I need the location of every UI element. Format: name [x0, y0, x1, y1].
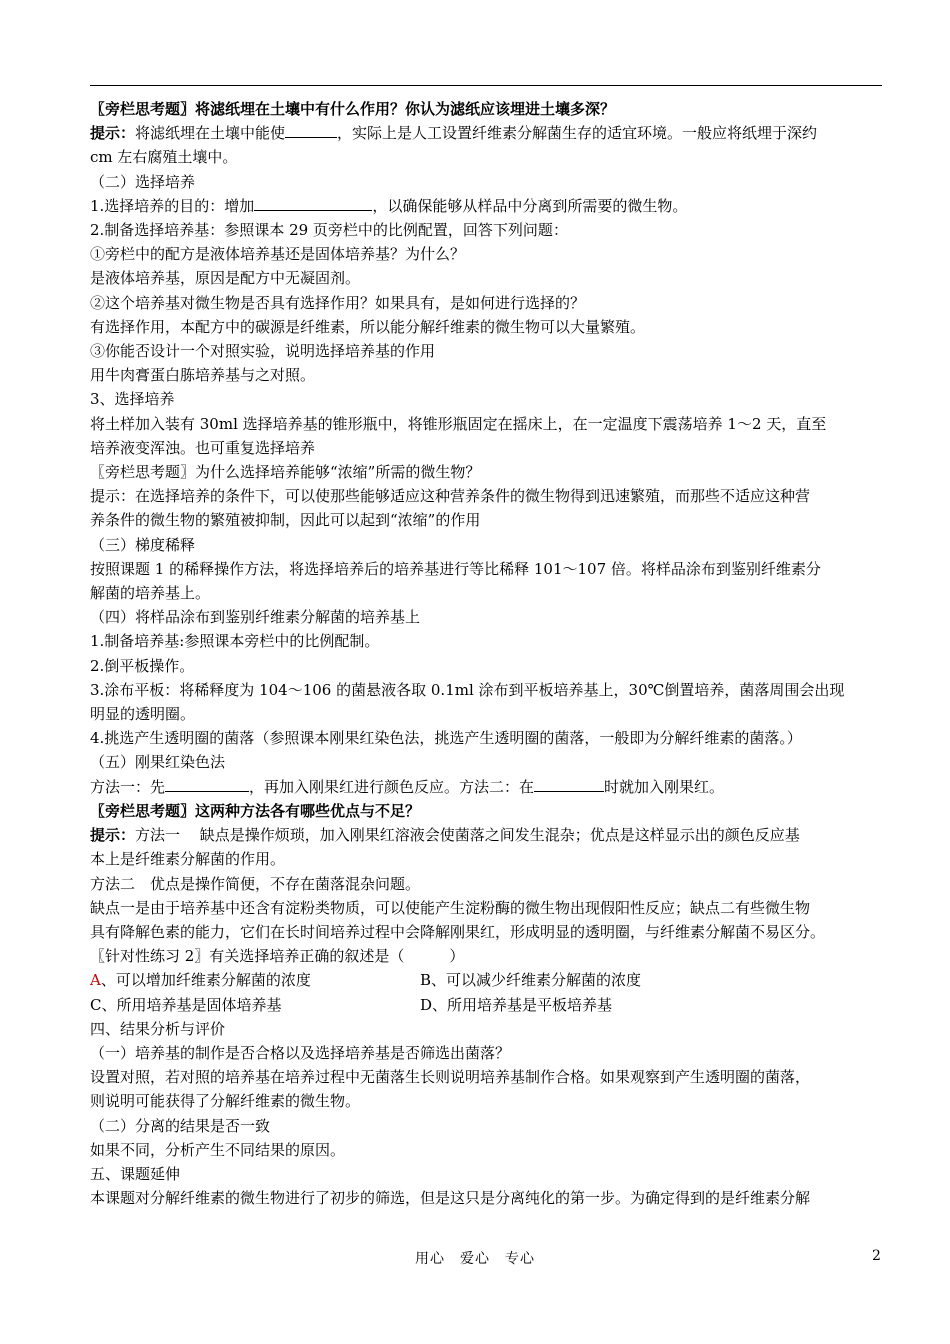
text-line — [90, 775, 890, 799]
text-line: （四）将样品涂布到鉴别纤维素分解菌的培养基上 — [90, 608, 421, 627]
text-line: cm 左右腐殖土壤中。 — [90, 148, 238, 167]
option-right — [420, 968, 750, 992]
text-line: 将土样加入装有 30ml 选择培养基的锥形瓶中，将锥形瓶固定在摇床上，在一定温度下震荡培养 1～2 天，直至 — [90, 414, 827, 433]
sidebar-question-label: 〖旁栏思考题〗 — [90, 801, 196, 820]
answer-options-row — [90, 968, 890, 992]
text-segment: ，以确保能够从样品中分离到所需要的微生物。 — [372, 196, 688, 215]
text-line: 解菌的培养基上。 — [90, 584, 211, 603]
text-line: 则说明可能获得了分解纤维素的微生物。 — [90, 1092, 361, 1111]
sidebar-question — [90, 799, 890, 823]
sidebar-question-label: 〖旁栏思考题〗 — [90, 100, 196, 118]
text-line: （二）选择培养 — [90, 172, 196, 191]
text-line: 养条件的微生物的繁殖被抑制，因此可以起到“浓缩”的作用 — [90, 511, 481, 530]
text-line: 四、结果分析与评价 — [90, 1019, 226, 1038]
text-segment: 1.选择培养的目的：增加 — [90, 196, 255, 215]
text-segment: ，实际上是人工设置纤维素分解菌生存的适宜环境。一般应将纸埋于深约 — [337, 124, 818, 143]
text-line: 设置对照，若对照的培养基在培养过程中无菌落生长则说明培养基制作合格。如果观察到产生透明圈的菌落， — [90, 1068, 811, 1087]
text-line: 2.倒平板操作。 — [90, 656, 195, 675]
text-line: ①旁栏中的配方是液体培养基还是固体培养基？为什么？ — [90, 245, 466, 264]
text-line: 1.制备培养基:参照课本旁栏中的比例配制。 — [90, 632, 380, 651]
text-line: 培养液变浑浊。也可重复选择培养 — [90, 438, 316, 457]
text-line: 按照课题 1 的稀释操作方法，将选择培养后的培养基进行等比稀释 101～107 倍。将样品涂布到鉴别纤维素分 — [90, 559, 821, 578]
hint-label: 提示： — [90, 124, 136, 143]
page-number: 2 — [872, 1248, 881, 1264]
header-rule — [90, 85, 882, 86]
text-line: 2.制备选择培养基：参照课本 29 页旁栏中的比例配置，回答下列问题： — [90, 221, 568, 240]
text-line: ②这个培养基对微生物是否具有选择作用？如果具有，是如何进行选择的？ — [90, 293, 586, 312]
footer-motto: 用心 爱心 专心 — [415, 1251, 535, 1267]
text-line: 有选择作用，本配方中的碳源是纤维素，所以能分解纤维素的微生物可以大量繁殖。 — [90, 317, 646, 336]
text-line: 方法二 优点是操作简便，不存在菌落混杂问题。 — [90, 874, 421, 893]
option-text: B、可以减少纤维素分解菌的浓度 — [420, 971, 642, 990]
text-line: 本课题对分解纤维素的微生物进行了初步的筛选，但是这只是分离纯化的第一步。为确定得到的是纤维素分解 — [90, 1189, 811, 1208]
hint-line — [90, 121, 890, 145]
text-line: 3.涂布平板：将稀释度为 104～106 的菌悬液各取 0.1ml 涂布到平板培养基上，30℃倒置培养，菌落周围会出现 — [90, 680, 845, 699]
text-line: （五）刚果红染色法 — [90, 753, 226, 772]
text-line: 缺点一是由于培养基中还含有淀粉类物质，可以使能产生淀粉酶的微生物出现假阳性反应；缺点二有些微生物 — [90, 898, 811, 917]
text-line: （一）培养基的制作是否合格以及选择培养基是否筛选出菌落？ — [90, 1043, 511, 1062]
option-left — [90, 993, 420, 1017]
fill-in-blank — [285, 122, 337, 138]
option-right — [420, 993, 750, 1017]
option-letter-marked: A — [90, 971, 101, 990]
text-line: （二）分离的结果是否一致 — [90, 1116, 271, 1135]
text-line: 3、选择培养 — [90, 390, 175, 409]
text-line: 五、课题延伸 — [90, 1164, 181, 1183]
fill-in-blank — [534, 776, 604, 792]
fill-in-blank — [254, 195, 372, 211]
text-line: 具有降解色素的能力，它们在长时间培养过程中会降解刚果红，形成明显的透明圈，与纤维素分解菌不易区分。 — [90, 922, 826, 941]
text-line — [90, 194, 890, 218]
option-text: 、可以增加纤维素分解菌的浓度 — [100, 971, 311, 990]
option-left — [90, 968, 420, 992]
text-line: 〖旁栏思考题〗为什么选择培养能够“浓缩”所需的微生物？ — [90, 463, 481, 482]
document-body — [90, 97, 890, 1210]
option-text: C、所用培养基是固体培养基 — [90, 995, 282, 1014]
text-segment: 方法一：先 — [90, 777, 166, 796]
text-segment: ，再加入刚果红进行颜色反应。方法二：在 — [249, 777, 535, 796]
hint-line — [90, 823, 890, 847]
text-line: 〖针对性练习 2〗有关选择培养正确的叙述是（ ） — [90, 947, 465, 966]
hint-text: 方法一 缺点是操作烦琐，加入刚果红溶液会使菌落之间发生混杂；优点是这样显示出的颜色反应基 — [135, 826, 800, 845]
text-line: 提示：在选择培养的条件下，可以使那些能够适应这种营养条件的微生物得到迅速繁殖，而那些不适应这种营 — [90, 487, 811, 506]
text-line: 明显的透明圈。 — [90, 705, 196, 724]
text-line: 4.挑选产生透明圈的菌落（参照课本刚果红染色法，挑选产生透明圈的菌落，一般即为分解纤维素的菌落。） — [90, 729, 802, 748]
sidebar-question-text: 这两种方法各有哪些优点与不足？ — [195, 801, 421, 820]
text-line: 本上是纤维素分解菌的作用。 — [90, 850, 286, 869]
text-line: （三）梯度稀释 — [90, 535, 196, 554]
sidebar-question — [90, 97, 890, 121]
text-segment: 将滤纸埋在土壤中能使 — [135, 124, 286, 143]
answer-options-row — [90, 993, 890, 1017]
text-line: ③你能否设计一个对照实验，说明选择培养基的作用 — [90, 342, 436, 361]
text-segment: 时就加入刚果红。 — [604, 777, 725, 796]
text-line: 是液体培养基，原因是配方中无凝固剂。 — [90, 269, 361, 288]
hint-label: 提示： — [90, 826, 136, 845]
sidebar-question-text: 将滤纸埋在土壤中有什么作用？你认为滤纸应该埋进土壤多深？ — [195, 100, 616, 118]
option-text: D、所用培养基是平板培养基 — [420, 995, 613, 1014]
text-line: 用牛肉膏蛋白胨培养基与之对照。 — [90, 366, 316, 385]
text-line: 如果不同，分析产生不同结果的原因。 — [90, 1140, 346, 1159]
fill-in-blank — [165, 776, 249, 792]
